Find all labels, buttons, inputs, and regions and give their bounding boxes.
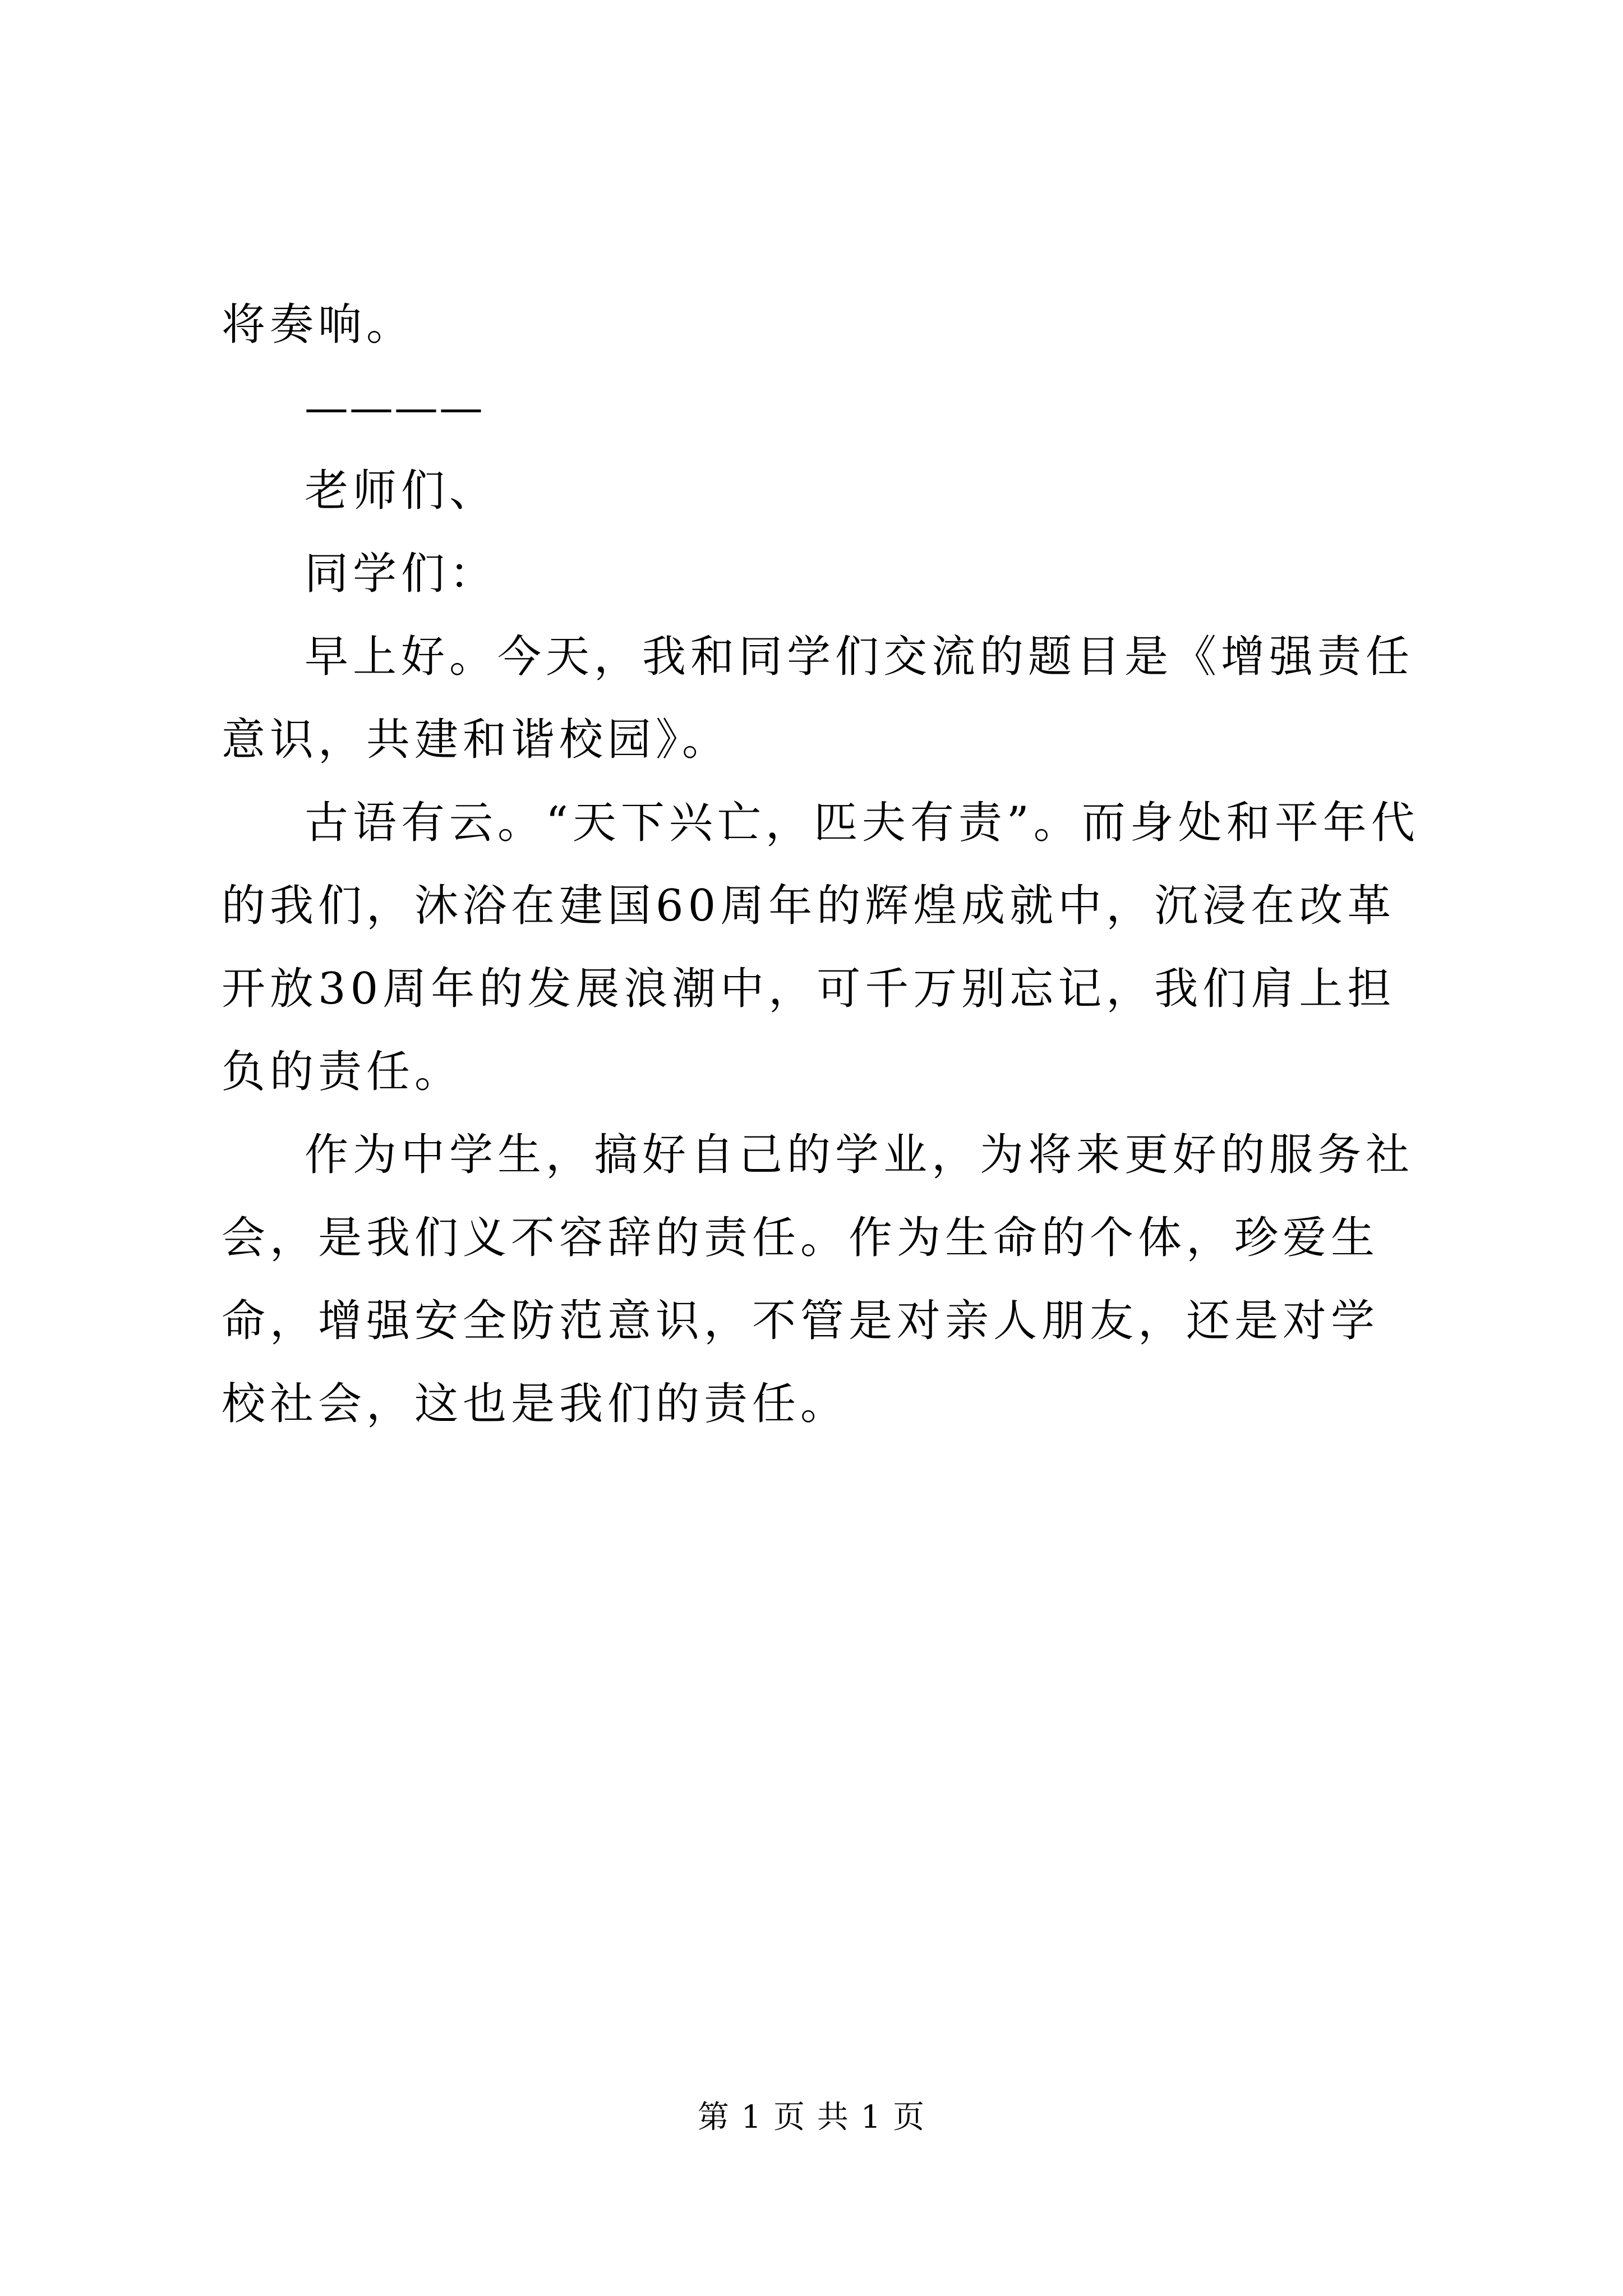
paragraph-continuation: 将奏响。 <box>222 300 415 350</box>
page-number-label: 第 1 页 共 1 页 <box>697 2099 926 2136</box>
salutation-teachers: 老师们、 <box>305 466 498 516</box>
salutation-students: 同学们： <box>305 549 498 599</box>
paragraph-greeting: 早上好。今天，我和同学们交流的题目是《增强责任意识，共建和谐校园》。 <box>222 632 1414 765</box>
page-footer <box>0 2095 1623 2140</box>
paragraph-proverb: 古语有云。“天下兴亡，匹夫有责”。而身处和平年代的我们，沐浴在建国60周年的辉煌成就中，沉浸在改革开放30周年的发展浪潮中，可千万别忘记，我们肩上担负的责任。 <box>222 798 1419 1097</box>
document-body <box>222 283 1422 1446</box>
paragraph-responsibility: 作为中学生，搞好自己的学业，为将来更好的服务社会，是我们义不容辞的责任。作为生命的个体，珍爱生命，增强安全防范意识，不管是对亲人朋友，还是对学校社会，这也是我们的责任。 <box>222 1130 1414 1429</box>
section-separator: ———— <box>305 383 484 433</box>
